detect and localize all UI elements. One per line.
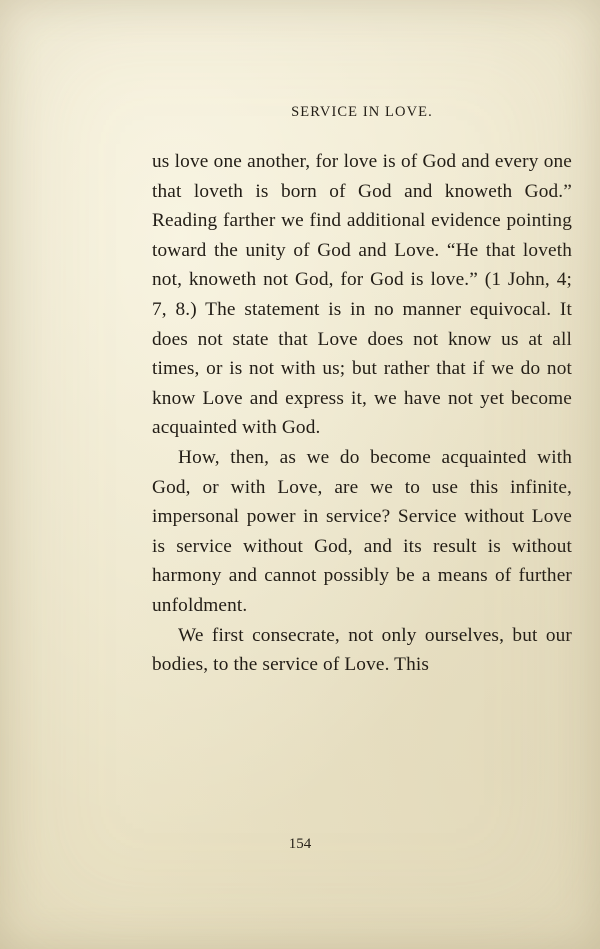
page-number: 154 <box>288 836 312 852</box>
paragraph-1: us love one another, for love is of God and every one that loveth is born of God and knoweth God.” Reading farther we find additional evidence pointing toward the unity of God and Love. “He that loveth not, knoweth not God, for God is love.” (1 John, 4; 7, 8.) The statement is in no manner equivocal. It does not state that Love does not know us at all times, or is not with us; but rather that if we do not know Love and express it, we have not yet become acquainted with God. <box>152 151 572 439</box>
paragraph-2: How, then, as we do become acquainted with God, or with Love, are we to use this infinite, impersonal power in service? Service without Love is service without God, and its result is without harmony and cannot possibly be a means of further unfoldment. <box>152 446 572 616</box>
running-head: SERVICE IN LOVE. <box>291 104 433 120</box>
page-text-block <box>152 104 572 680</box>
paragraph-3: We first consecrate, not only ourselves, but our bodies, to the service of Love. This <box>152 624 572 676</box>
